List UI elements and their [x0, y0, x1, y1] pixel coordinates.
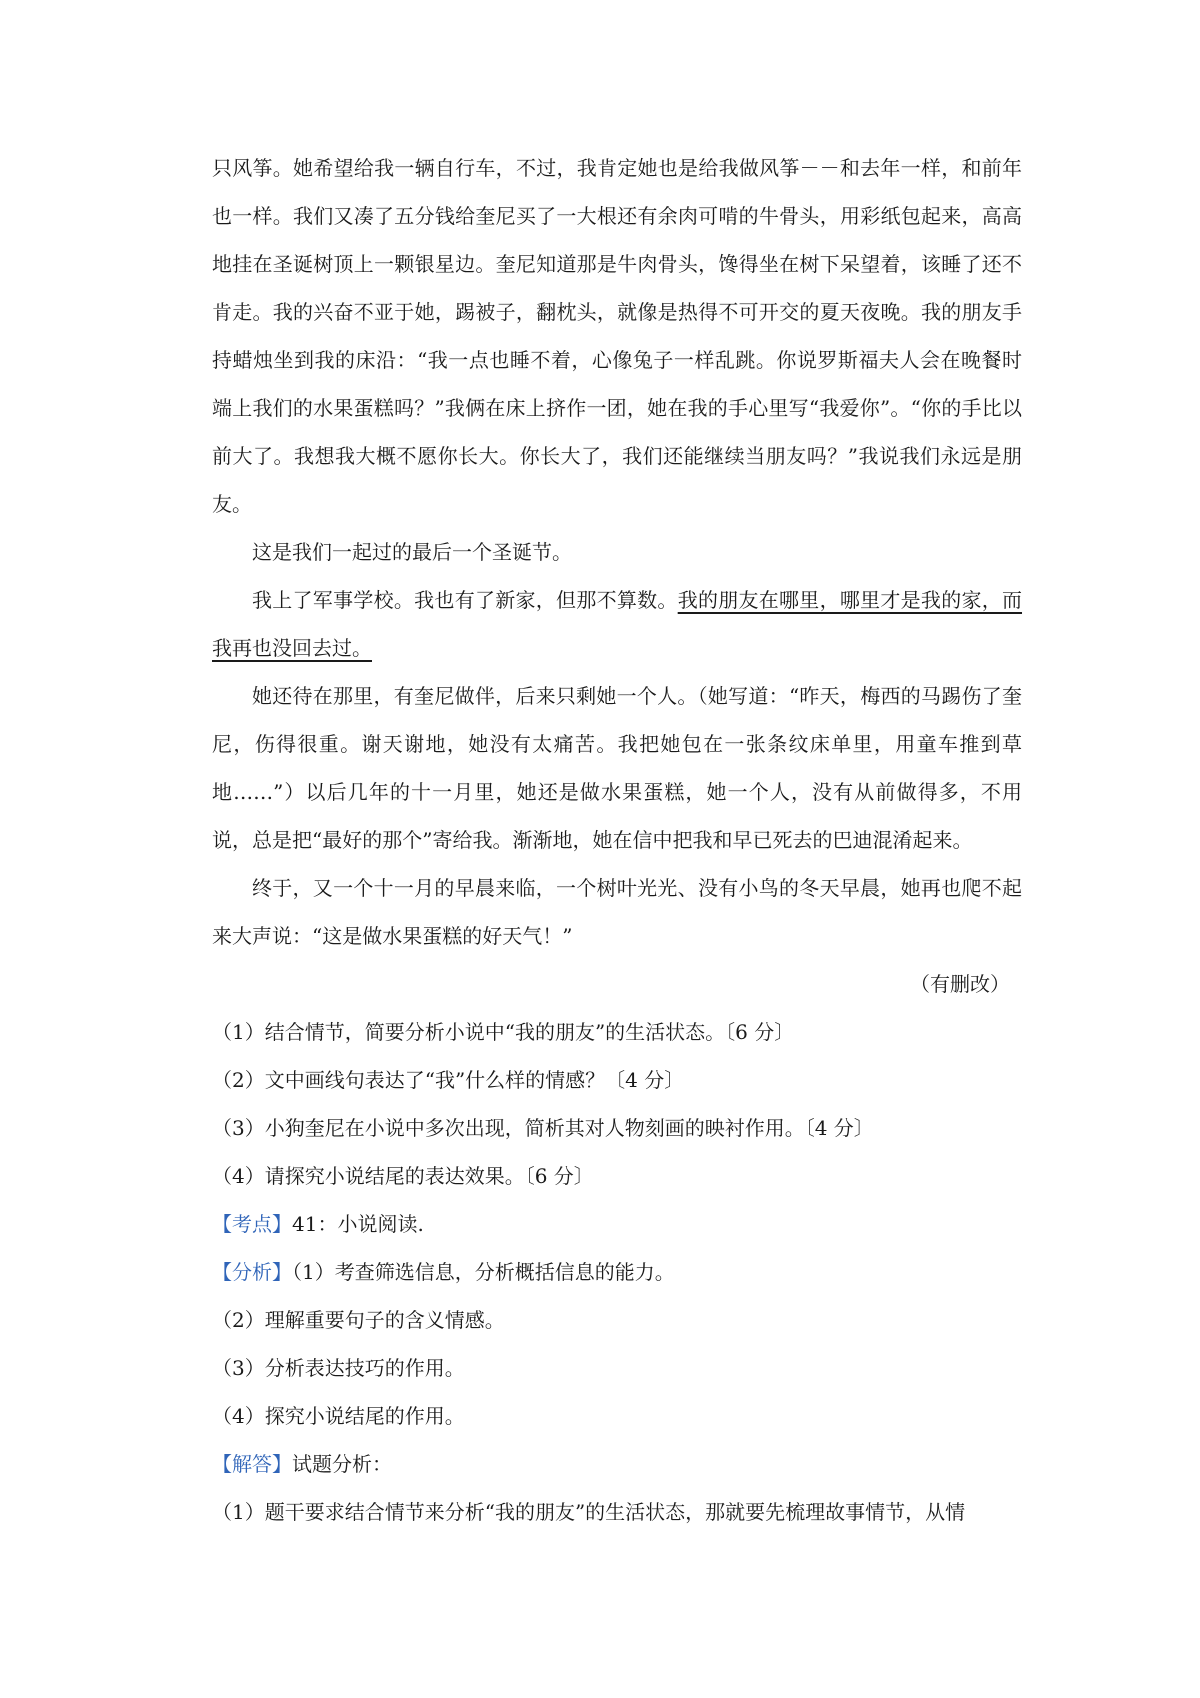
- kaodian-text: 41：小说阅读.: [292, 1212, 424, 1236]
- question-1: （1）结合情节，简要分析小说中“我的朋友”的生活状态。〔6 分〕: [212, 1020, 795, 1044]
- source-note: （有删改）: [910, 972, 1010, 996]
- passage-paragraph-2: 这是我们一起过的最后一个圣诞节。: [252, 540, 572, 564]
- jieda-tag: 【解答】: [212, 1452, 292, 1476]
- underlined-sentence: 我的朋友在哪里，哪里才是我的家，而我再也没回去过。: [212, 588, 1023, 660]
- jieda-line: [212, 1440, 1022, 1488]
- fenxi-item-4: （4）探究小说结尾的作用。: [212, 1404, 465, 1428]
- question-2: （2）文中画线句表达了“我”什么样的情感？〔4 分〕: [212, 1068, 685, 1092]
- jieda-first-line: （1）题干要求结合情节来分析“我的朋友”的生活状态，那就要先梳理故事情节，从情: [212, 1500, 966, 1524]
- fenxi-item-3: （3）分析表达技巧的作用。: [212, 1356, 465, 1380]
- passage-paragraph-3: [212, 576, 1022, 672]
- passage-paragraph-3-text: 我上了军事学校。我也有了新家，但那不算数。: [252, 588, 678, 612]
- kaodian-tag: 【考点】: [212, 1212, 292, 1236]
- fenxi-line: [212, 1248, 1022, 1296]
- kaodian-line: [212, 1200, 1022, 1248]
- question-3: （3）小狗奎尼在小说中多次出现，简析其对人物刻画的映衬作用。〔4 分〕: [212, 1116, 874, 1140]
- jieda-text: 试题分析：: [292, 1452, 392, 1476]
- fenxi-tag: 【分析】: [212, 1260, 292, 1284]
- document-page: [212, 144, 1022, 1536]
- passage-paragraph-4: 她还待在那里，有奎尼做伴，后来只剩她一个人。（她写道：“昨天，梅西的马踢伤了奎尼，伤得很重。谢天谢地，她没有太痛苦。我把她包在一张条纹床单里，用童车推到草地……”）以后几年的十一月里，她还是做水果蛋糕，她一个人，没有从前做得多，不用说，总是把“最好的那个”寄给我。渐渐地，她在信中把我和早已死去的巴迪混淆起来。: [212, 684, 1022, 852]
- fenxi-text: （1）考查筛选信息，分析概括信息的能力。: [292, 1260, 675, 1284]
- passage-paragraph-1: 只风筝。她希望给我一辆自行车，不过，我肯定她也是给我做风筝－－和去年一样，和前年也一样。我们又凑了五分钱给奎尼买了一大根还有余肉可啃的牛骨头，用彩纸包起来，高高地挂在圣诞树顶上一颗银星边。奎尼知道那是牛肉骨头，馋得坐在树下呆望着，该睡了还不肯走。我的兴奋不亚于她，踢被子，翻枕头，就像是热得不可开交的夏天夜晚。我的朋友手持蜡烛坐到我的床沿：“我一点也睡不着，心像兔子一样乱跳。你说罗斯福夫人会在晚餐时端上我们的水果蛋糕吗？”我俩在床上挤作一团，她在我的手心里写“我爱你”。“你的手比以前大了。我想我大概不愿你长大。你长大了，我们还能继续当朋友吗？”我说我们永远是朋友。: [212, 156, 1022, 516]
- question-4: （4）请探究小说结尾的表达效果。〔6 分〕: [212, 1164, 594, 1188]
- fenxi-item-2: （2）理解重要句子的含义情感。: [212, 1308, 505, 1332]
- passage-paragraph-5: 终于，又一个十一月的早晨来临，一个树叶光光、没有小鸟的冬天早晨，她再也爬不起来大声说：“这是做水果蛋糕的好天气！”: [212, 876, 1022, 948]
